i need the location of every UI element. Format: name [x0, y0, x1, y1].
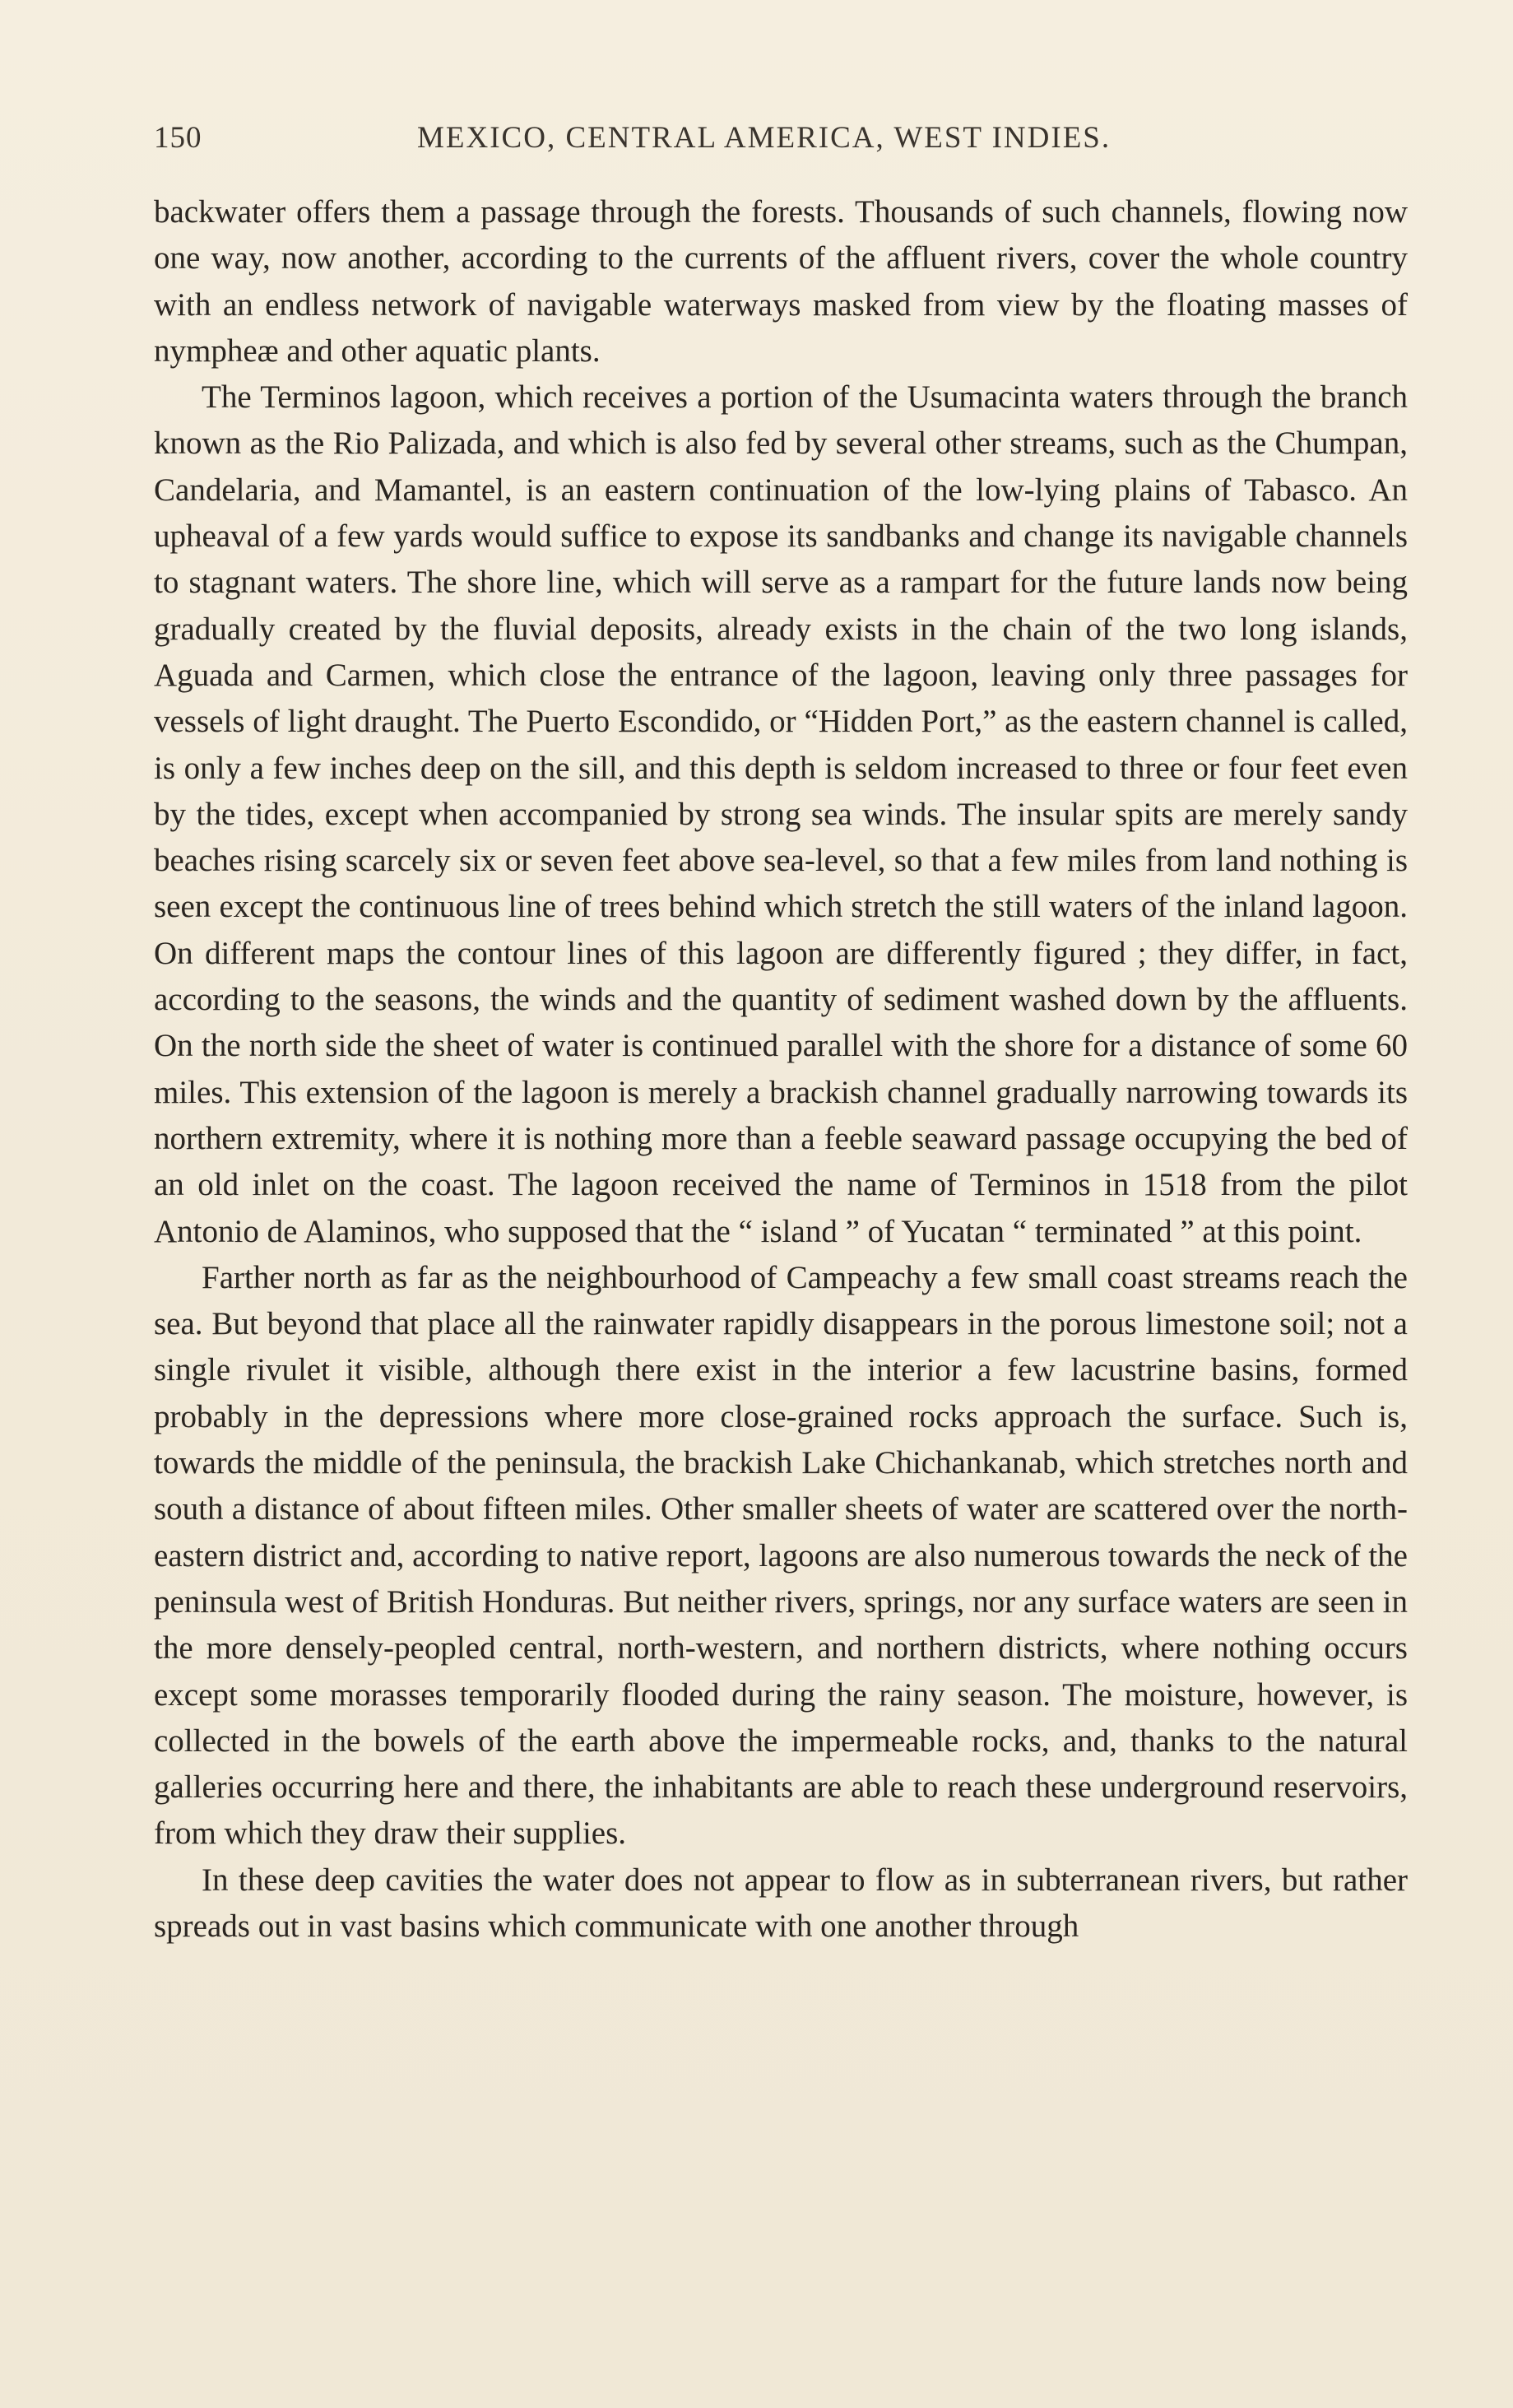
paragraph-4: In these deep cavities the water does not appear to flow as in subterranean rivers, but rather spreads out in vast basins which communicate with one another through	[154, 1862, 1408, 1944]
paragraph-3: Farther north as far as the neighbourhood of Campeachy a few small coast streams reach the sea. But beyond that place all the rainwater rapidly disappears in the porous limestone soil; not a single rivulet it visible, although there exist in the interior a few lacustrine basins, formed probably in the depressions where more close-grained rocks approach the surface. Such is, towards the middle of the peninsula, the brackish Lake Chichankanab, which stretches north and south a distance of about fifteen miles. Other smaller sheets of water are scattered over the north-eastern district and, according to native report, lagoons are also numerous towards the neck of the peninsula west of British Honduras. But neither rivers, springs, nor any surface waters are seen in the more densely-peopled central, north-western, and northern districts, where nothing occurs except some morasses temporarily flooded during the rainy season. The moisture, however, is collected in the bowels of the earth above the impermeable rocks, and, thanks to the natural galleries occurring here and there, the inhabitants are able to reach these underground reservoirs, from which they draw their supplies.	[154, 1259, 1408, 1852]
running-head	[154, 120, 1408, 161]
page-number: 150	[154, 121, 202, 155]
running-title: MEXICO, CENTRAL AMERICA, WEST INDIES.	[417, 121, 1112, 155]
body-text	[154, 189, 1408, 1950]
paragraph-2: The Terminos lagoon, which receives a portion of the Usumacinta waters through the branch known as the Rio Palizada, and which is also fed by several other streams, such as the Chumpan, Candelaria, and Mamantel, is an eastern continuation of the low-lying plains of Tabasco. An upheaval of a few yards would suffice to expose its sandbanks and change its navigable channels to stagnant waters. The shore line, which will serve as a rampart for the future lands now being gradually created by the fluvial deposits, already exists in the chain of the two long islands, Aguada and Carmen, which close the entrance of the lagoon, leaving only three passages for vessels of light draught. The Puerto Escondido, or “Hidden Port,” as the eastern channel is called, is only a few inches deep on the sill, and this depth is seldom increased to three or four feet even by the tides, except when accompanied by strong sea winds. The insular spits are merely sandy beaches rising scarcely six or seven feet above sea-level, so that a few miles from land nothing is seen except the continuous line of trees behind which stretch the still waters of the inland lagoon. On different maps the contour lines of this lagoon are differently figured ; they differ, in fact, according to the seasons, the winds and the quantity of sediment washed down by the affluents. On the north side the sheet of water is continued parallel with the shore for a distance of some 60 miles. This extension of the lagoon is merely a brackish channel gradually narrowing towards its northern extremity, where it is nothing more than a feeble seaward passage occupying the bed of an old inlet on the coast. The lagoon received the name of Terminos in 1518 from the pilot Antonio de Alaminos, who supposed that the “ island ” of Yucatan “ terminated ” at this point.	[154, 379, 1408, 1249]
paragraph-1: backwater offers them a passage through the forests. Thousands of such channels, flowing now one way, now another, according to the currents of the affluent rivers, cover the whole country with an endless network of navigable waterways masked from view by the floating masses of nympheæ and other aquatic plants.	[154, 194, 1408, 369]
